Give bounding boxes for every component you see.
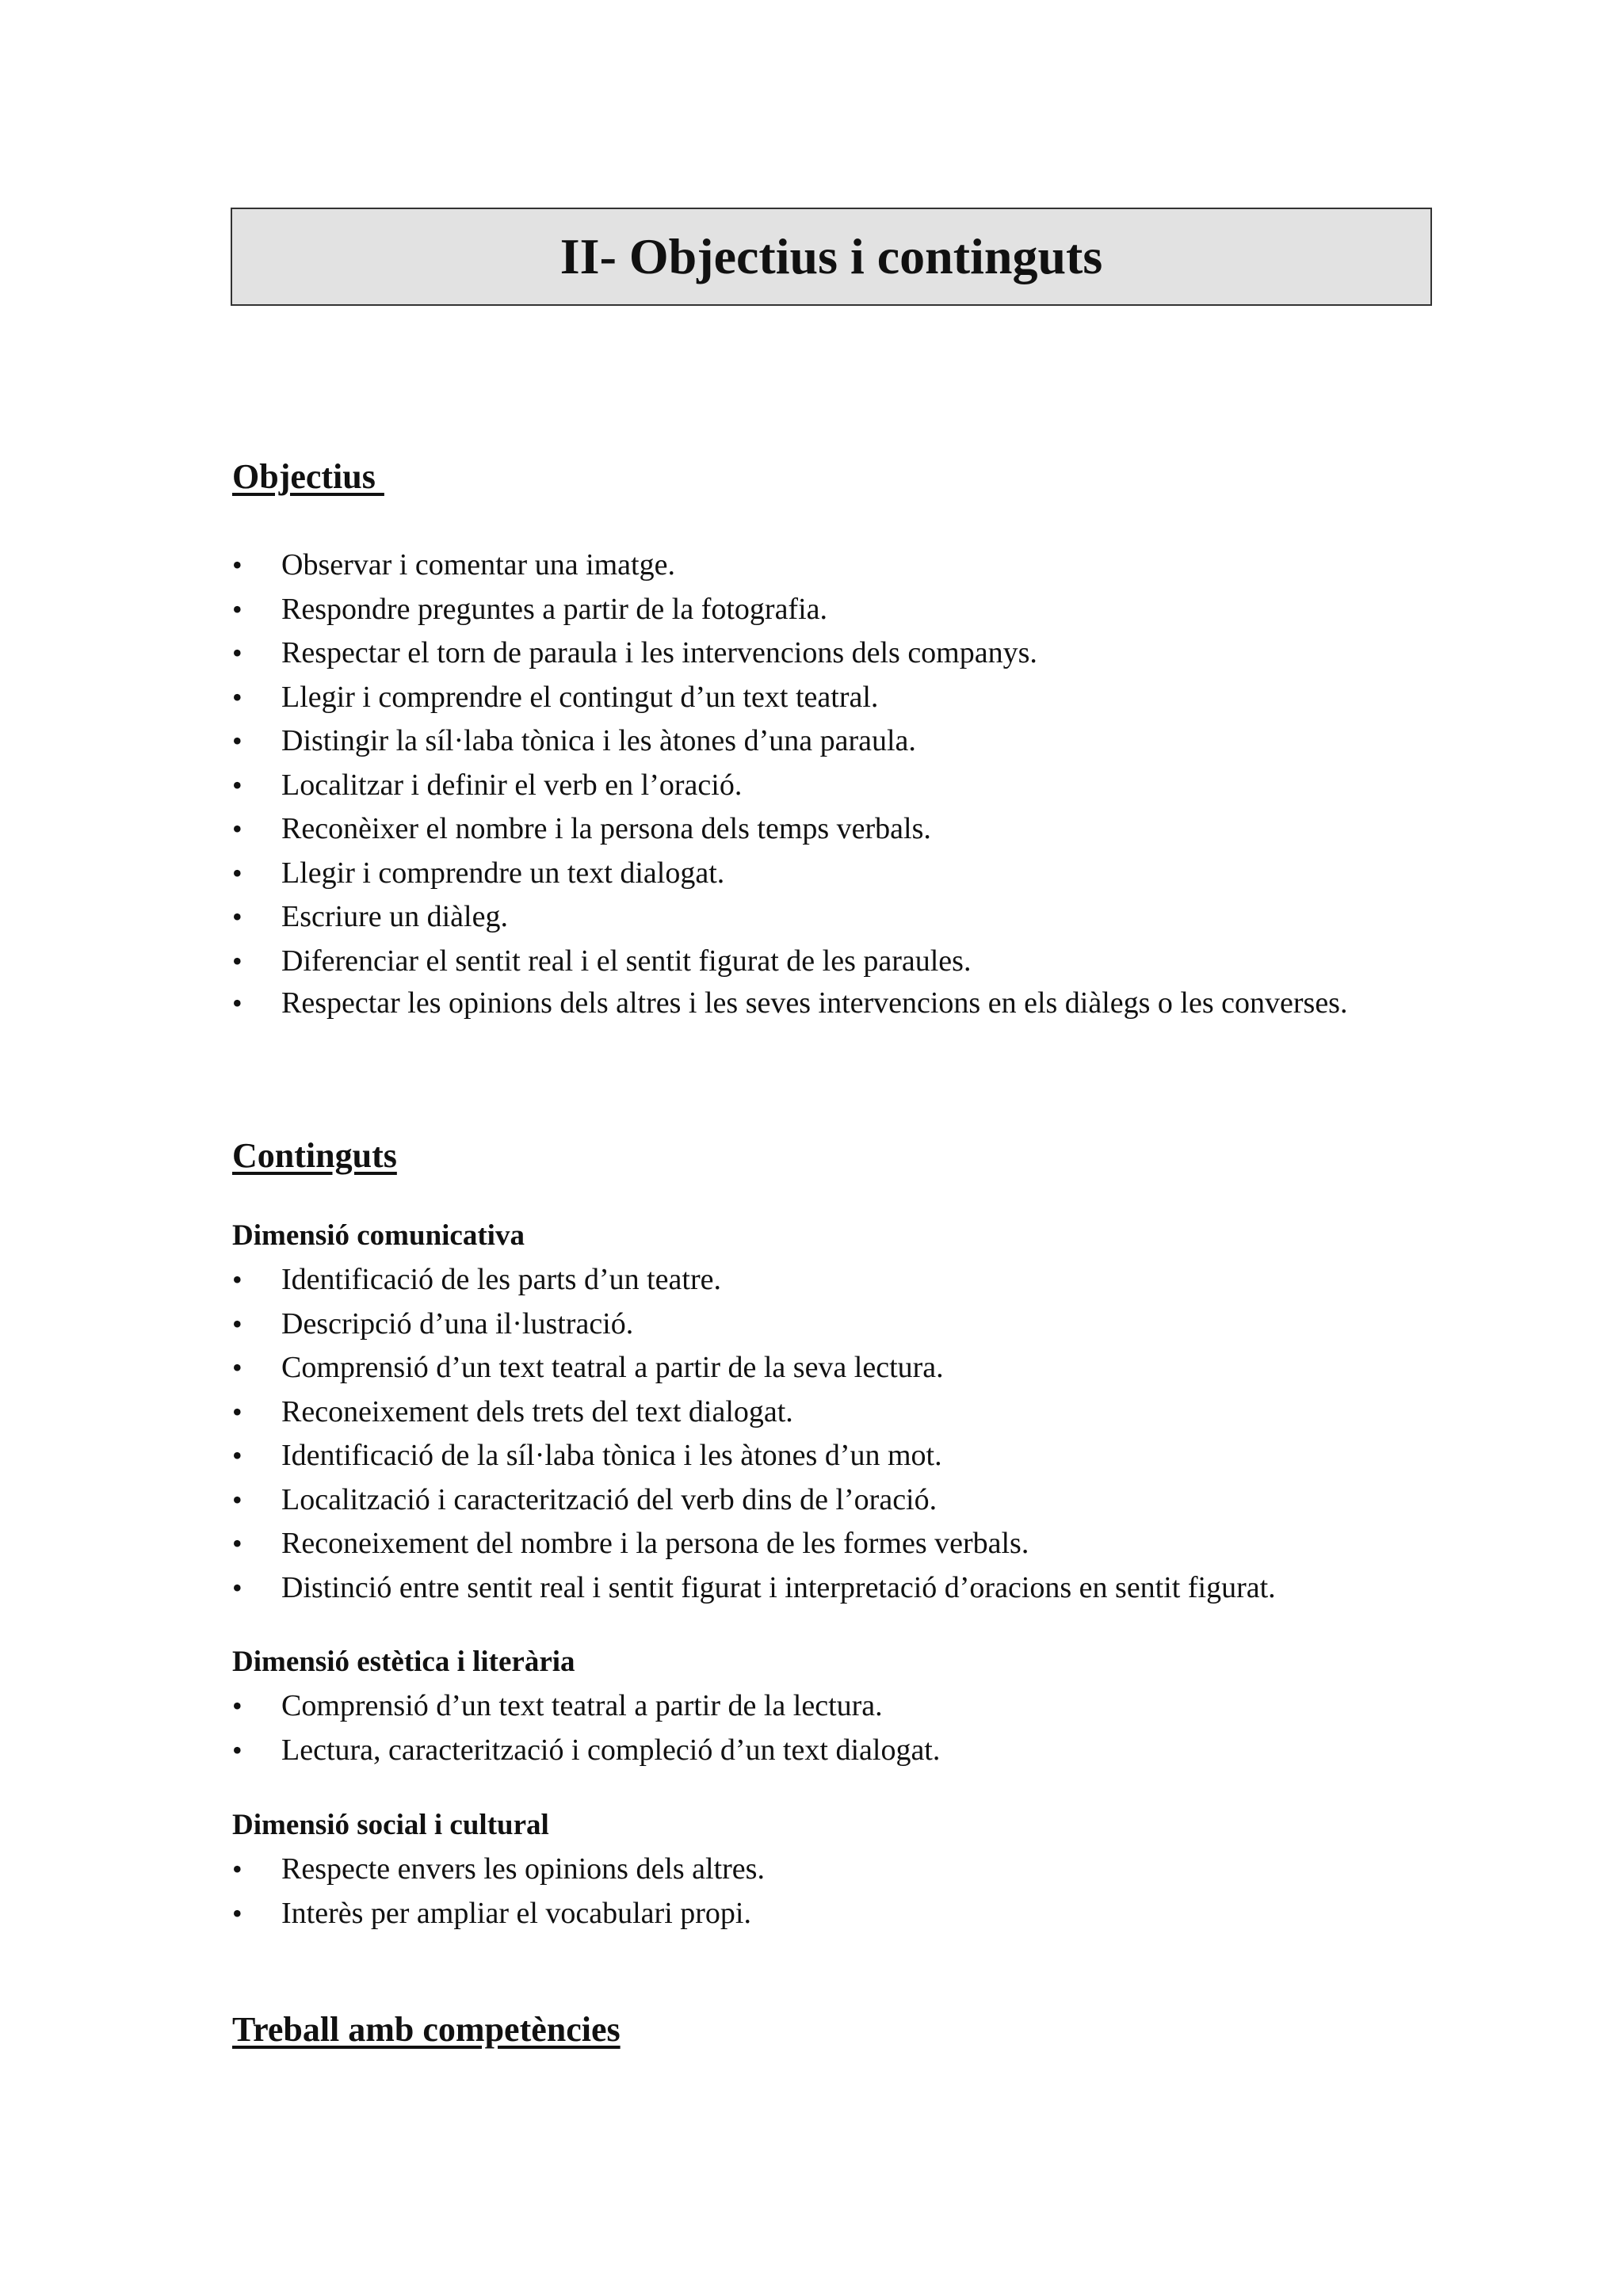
bullet-icon: • [232,987,242,1019]
bullet-icon: • [232,1264,242,1295]
list-item: • Interès per ampliar el vocabulari propi. [232,1892,1391,1936]
bullet-icon: • [232,856,242,889]
social-list [232,1848,1391,1936]
bullet-icon: • [232,769,242,801]
list-item: • Reconeixement dels trets del text dialogat. [232,1390,1391,1435]
bullet-icon: • [232,1395,242,1428]
list-item: • Comprensió d’un text teatral a partir de la lectura. [232,1684,1391,1729]
bullet-icon: • [232,901,242,933]
list-item: • Diferenciar el sentit real i el sentit figurat de les paraules. [232,940,1391,984]
list-item: • Respecte envers les opinions dels altres. [232,1848,1391,1892]
list-item: • Observar i comentar una imatge. [232,543,1391,588]
list-item: • Localitzar i definir el verb en l’oració. [232,764,1391,808]
bullet-icon: • [232,1571,242,1604]
list-item: • Respectar el torn de paraula i les intervencions dels companys. [232,631,1391,676]
list-item: • Distinció entre sentit real i sentit figurat i interpretació d’oracions en sentit figurat. [232,1566,1391,1611]
bullet-icon: • [232,1897,242,1929]
bullet-icon: • [232,1733,242,1766]
bullet-icon: • [232,725,242,757]
bullet-icon: • [232,1527,242,1559]
bullet-icon: • [232,944,242,977]
bullet-icon: • [232,593,242,625]
bullet-icon: • [232,1352,242,1383]
list-item: • Identificació de les parts d’un teatre. [232,1258,1391,1302]
sub-heading-estetica: Dimensió estètica i literària [232,1646,575,1678]
page-title: II- Objectius i continguts [559,228,1103,284]
list-item: • Localització i caracterització del verb dins de l’oració. [232,1478,1391,1523]
title-box [231,208,1432,306]
bullet-icon: • [232,1483,242,1516]
list-item: • Descripció d’una il·lustració. [232,1302,1391,1347]
list-item: • Reconèixer el nombre i la persona dels temps verbals. [232,807,1391,852]
estetica-list [232,1684,1391,1772]
list-item: • Identificació de la síl·laba tònica i les àtones d’un mot. [232,1434,1391,1478]
list-item: • Respondre preguntes a partir de la fotografia. [232,588,1391,632]
bullet-icon: • [232,1690,242,1722]
sub-heading-comunicativa: Dimensió comunicativa [232,1219,525,1252]
sub-heading-social: Dimensió social i cultural [232,1809,549,1841]
bullet-icon: • [232,1307,242,1340]
list-item: • Llegir i comprendre un text dialogat. [232,852,1391,896]
section-heading-continguts: Continguts [232,1136,397,1175]
objectius-list [232,543,1391,1024]
list-item: • Reconeixement del nombre i la persona de les formes verbals. [232,1522,1391,1566]
list-item: • Respectar les opinions dels altres i les seves intervencions en els diàlegs o les converses. [232,983,1391,1024]
list-item: • Lectura, caracterització i compleció d’un text dialogat. [232,1729,1391,1773]
bullet-icon: • [232,1440,242,1471]
bullet-icon: • [232,549,242,581]
list-item: • Distingir la síl·laba tònica i les àtones d’una paraula. [232,719,1391,764]
bullet-icon: • [232,681,242,713]
section-heading-treball: Treball amb competències [232,2010,621,2049]
section-heading-objectius: Objectius [232,457,384,496]
bullet-icon: • [232,813,242,845]
comunicativa-list [232,1258,1391,1610]
bullet-icon: • [232,1853,242,1885]
bullet-icon: • [232,637,242,669]
list-item: • Comprensió d’un text teatral a partir de la seva lectura. [232,1346,1391,1390]
list-item: • Llegir i comprendre el contingut d’un text teatral. [232,676,1391,720]
list-item: • Escriure un diàleg. [232,895,1391,940]
